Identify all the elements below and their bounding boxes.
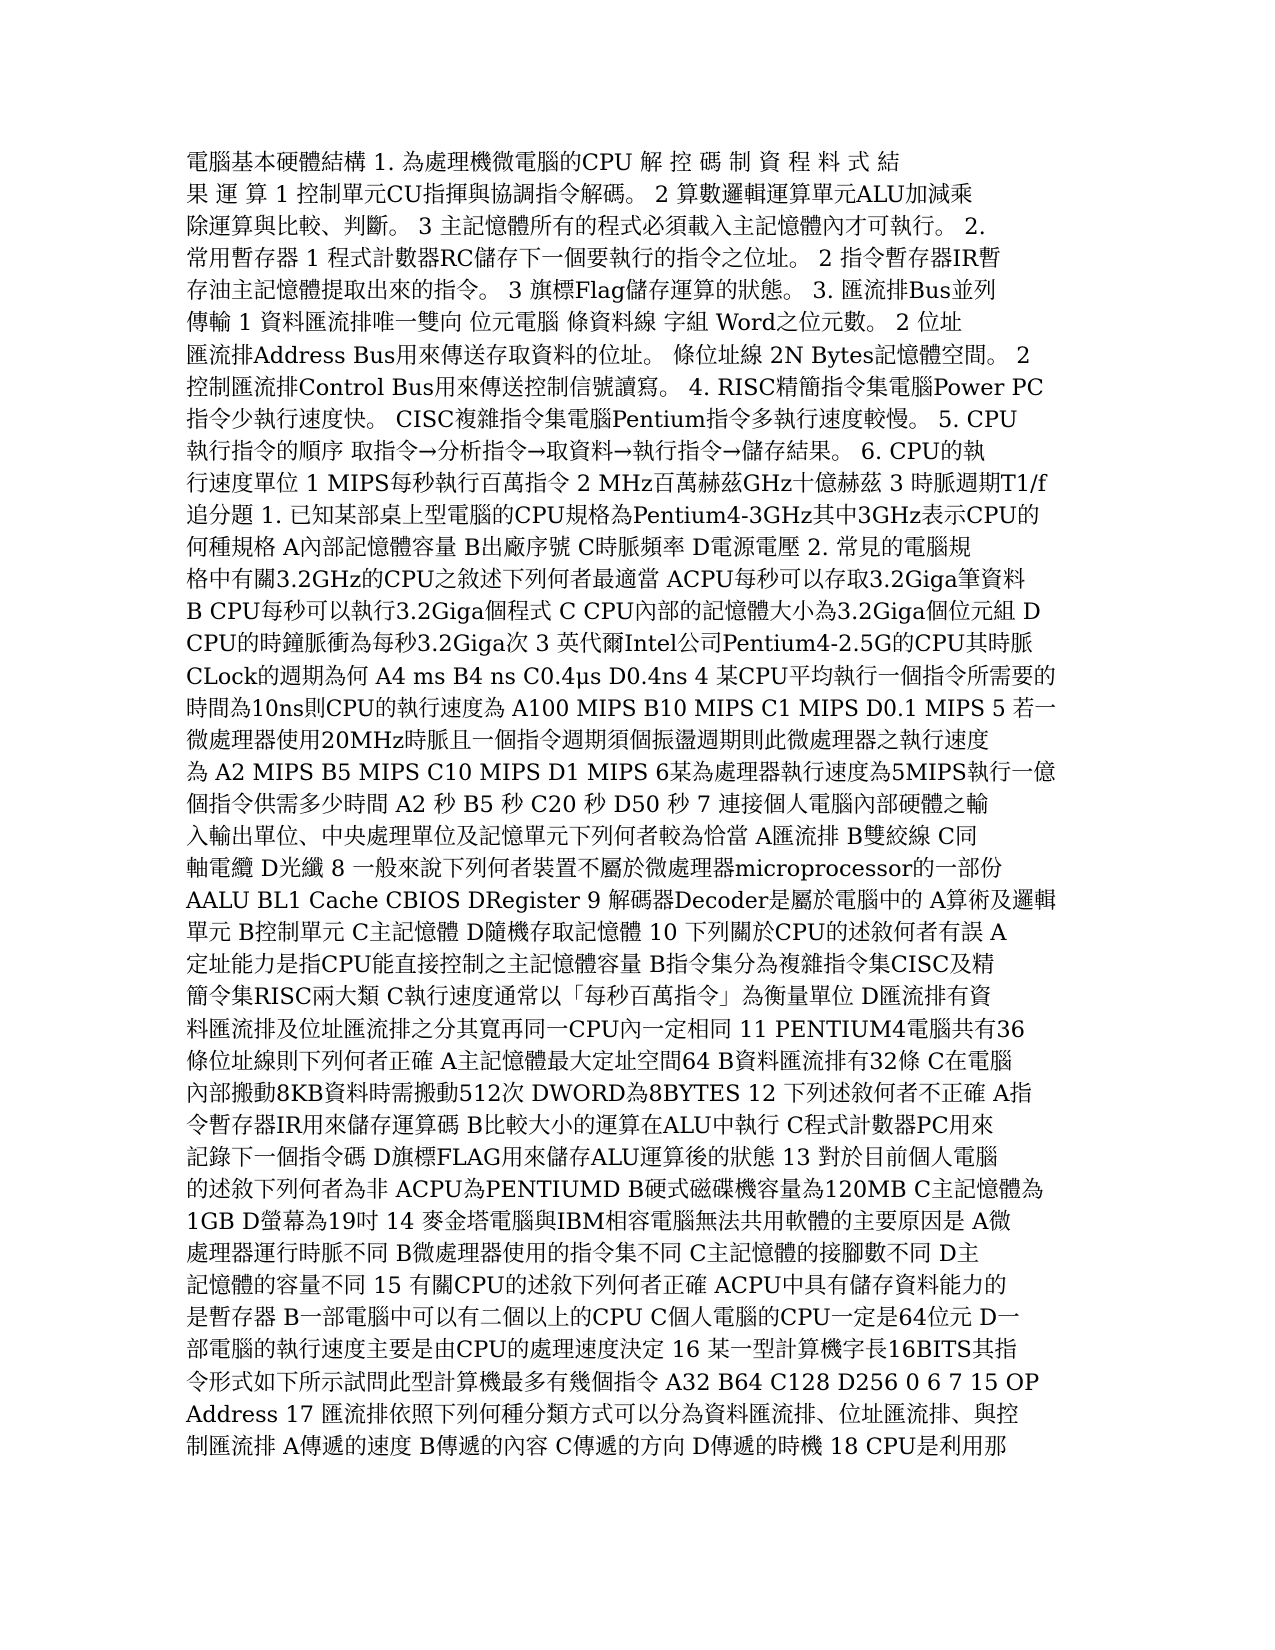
text-line: Address 17 匯流排依照下列何種分類方式可以分為資料匯流排、位址匯流排、與控 [186,1401,1019,1428]
text-line: 的述敘下列何者為非 ACPU為PENTIUMD B硬式磁碟機容量為120MB C主記憶體為 [186,1177,1044,1203]
text-line: CLock的週期為何 A4 ms B4 ns C0.4μs D0.4ns 4 某CPU平均執行一個指令所需要的 [186,663,1056,690]
text-line: 令暫存器IR用來儲存運算碼 B比較大小的運算在ALU中執行 C程式計數器PC用來 [186,1112,994,1139]
text-line: 內部搬動8KB資料時需搬動512次 DWORD為8BYTES 12 下列述敘何者不正確 A指 [186,1080,1032,1107]
text-line: 令形式如下所示試問此型計算機最多有幾個指令 A32 B64 C128 D256 0 6 7 15 OP [186,1369,1040,1396]
text-line: 記錄下一個指令碼 D旗標FLAG用來儲存ALU運算後的狀態 13 對於目前個人電腦 [186,1144,998,1171]
text-line: 定址能力是指CPU能直接控制之主記憶體容量 B指令集分為複雜指令集CISC及精 [186,952,995,979]
text-line: 為 A2 MIPS B5 MIPS C10 MIPS D1 MIPS 6某為處理器執行速度為5MIPS執行一億 [186,759,1056,786]
text-line: 匯流排Address Bus用來傳送存取資料的位址。 條位址線 2N Bytes記憶體空間。 2 [186,342,1031,369]
text-line: 除運算與比較、判斷。 3 主記憶體所有的程式必須載入主記憶體內才可執行。 2. [186,214,986,241]
text-line: 入輸出單位、中央處理單位及記憶單元下列何者較為恰當 A匯流排 B雙絞線 C同 [186,823,978,850]
text-line: 格中有關3.2GHz的CPU之敘述下列何者最適當 ACPU每秒可以存取3.2Giga筆資料 [186,567,1026,594]
text-line: 部電腦的執行速度主要是由CPU的處理速度決定 16 某一型計算機字長16BITS其指 [186,1337,1017,1364]
text-line: 指令少執行速度快。 CISC複雜指令集電腦Pentium指令多執行速度較慢。 5. CPU [186,406,1018,433]
text-line: 簡令集RISC兩大類 C執行速度通常以「每秒百萬指令」為衡量單位 D匯流排有資 [186,984,992,1011]
text-line: 條位址線則下列何者正確 A主記憶體最大定址空間64 B資料匯流排有32條 C在電腦 [186,1048,1013,1075]
text-line: 單元 B控制單元 C主記憶體 D隨機存取記憶體 10 下列關於CPU的述敘何者有誤 A [186,920,1007,947]
text-line: B CPU每秒可以執行3.2Giga個程式 C CPU內部的記憶體大小為3.2Giga個位元組 D [186,599,1041,626]
text-line: 行速度單位 1 MIPS每秒執行百萬指令 2 MHz百萬赫茲GHz十億赫茲 3 時脈週期T1/f [186,470,1047,497]
text-line: 處理器運行時脈不同 B微處理器使用的指令集不同 C主記憶體的接腳數不同 D主 [186,1241,980,1268]
text-line: 1GB D螢幕為19吋 14 麥金塔電腦與IBM相容電腦無法共用軟體的主要原因是 A微 [186,1209,1011,1236]
text-line: 軸電纜 D光纖 8 一般來說下列何者裝置不屬於微處理器microprocessor的一部份 [186,856,1003,883]
text-line: 存油主記憶體提取出來的指令。 3 旗標Flag儲存運算的狀態。 3. 匯流排Bus並列 [186,278,997,305]
text-line: 時間為10ns則CPU的執行速度為 A100 MIPS B10 MIPS C1 MIPS D0.1 MIPS 5 若一 [186,695,1057,722]
text-line: 制匯流排 A傳遞的速度 B傳遞的內容 C傳遞的方向 D傳遞的時機 18 CPU是利用那 [186,1433,1007,1460]
text-line: 執行指令的順序 取指令→分析指令→取資料→執行指令→儲存結果。 6. CPU的執 [186,438,986,465]
text-line: 是暫存器 B一部電腦中可以有二個以上的CPU C個人電腦的CPU一定是64位元 D一 [186,1305,1020,1332]
text-line: 料匯流排及位址匯流排之分其寬再同一CPU內一定相同 11 PENTIUM4電腦共有36 [186,1016,1025,1043]
text-line: CPU的時鐘脈衝為每秒3.2Giga次 3 英代爾Intel公司Pentium4-2.5G的CPU其時脈 [186,631,1033,658]
text-line: 個指令供需多少時間 A2 秒 B5 秒 C20 秒 D50 秒 7 連接個人電腦內部硬體之輸 [186,791,989,818]
text-line: AALU BL1 Cache CBIOS DRegister 9 解碼器Decoder是屬於電腦中的 A算術及邏輯 [186,888,1057,915]
body-text [186,147,1086,1463]
text-line: 常用暫存器 1 程式計數器RC儲存下一個要執行的指令之位址。 2 指令暫存器IR暫 [186,246,1001,273]
text-line: 電腦基本硬體結構 1. 為處理機微電腦的CPU 解 控 碼 制 資 程 料 式 結 [186,150,900,176]
text-line: 傳輸 1 資料匯流排唯一雙向 位元電腦 條資料線 字組 Word之位元數。 2 位址 [186,310,963,337]
text-line: 微處理器使用20MHz時脈且一個指令週期須個振盪週期則此微處理器之執行速度 [186,727,990,754]
text-line: 控制匯流排Control Bus用來傳送控制信號讀寫。 4. RISC精簡指令集電腦Power PC [186,374,1044,401]
text-line: 追分題 1. 已知某部桌上型電腦的CPU規格為Pentium4-3GHz其中3GHz表示CPU的 [186,503,1040,530]
text-line: 記憶體的容量不同 15 有關CPU的述敘下列何者正確 ACPU中具有儲存資料能力的 [186,1273,1007,1300]
text-line: 果 運 算 1 控制單元CU指揮與協調指令解碼。 2 算數邏輯運算單元ALU加減乘 [186,182,973,209]
text-line: 何種規格 A內部記憶體容量 B出廠序號 C時脈頻率 D電源電壓 2. 常見的電腦規 [186,535,971,562]
